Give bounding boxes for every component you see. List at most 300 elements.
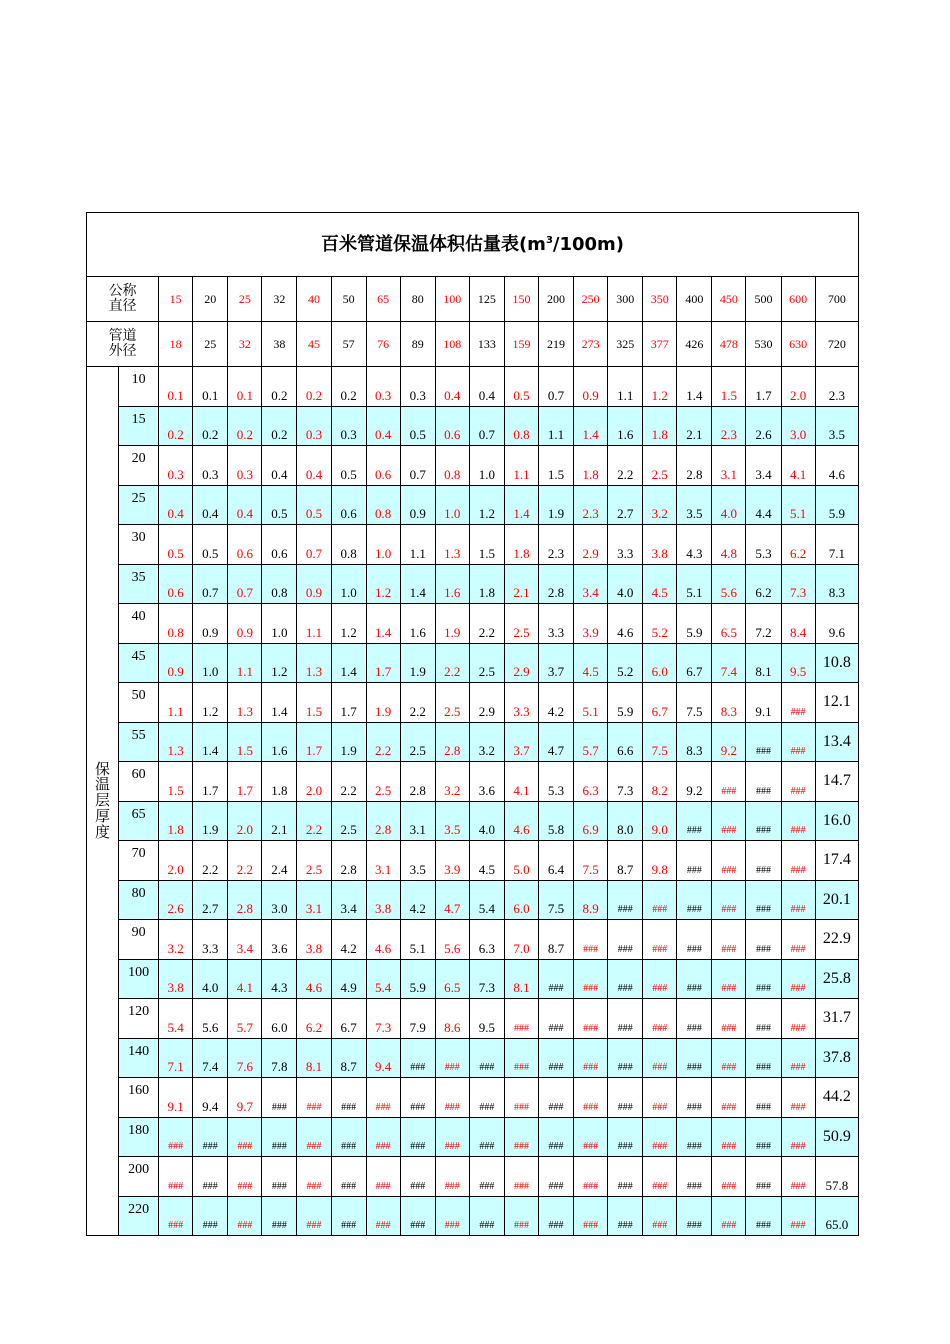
volume-cell: ### — [781, 1078, 815, 1118]
volume-cell: 6.5 — [435, 959, 469, 999]
nominal-diameter-cell: 15 — [159, 277, 193, 322]
volume-cell: 2.1 — [677, 406, 712, 446]
volume-cell: ### — [539, 1157, 574, 1197]
volume-cell: ### — [712, 801, 746, 841]
volume-cell: ### — [781, 920, 815, 960]
table-row — [87, 1117, 859, 1157]
volume-cell: ### — [608, 1038, 643, 1078]
volume-cell: 5.9 — [400, 959, 435, 999]
nominal-diameter-cell: 25 — [228, 277, 262, 322]
volume-cell: ### — [574, 999, 608, 1039]
volume-cell: 17.4 — [815, 841, 858, 881]
volume-cell: 2.2 — [608, 446, 643, 486]
volume-cell: ### — [366, 1117, 400, 1157]
volume-cell: 2.0 — [228, 801, 262, 841]
table-row — [87, 525, 859, 565]
volume-cell: 1.2 — [469, 485, 504, 525]
volume-cell: ### — [781, 1196, 815, 1236]
volume-cell: 9.1 — [746, 683, 781, 723]
volume-cell: 5.1 — [574, 683, 608, 723]
volume-cell: 4.8 — [712, 525, 746, 565]
volume-cell: 1.7 — [228, 762, 262, 802]
volume-cell: 2.1 — [504, 564, 538, 604]
volume-cell: ### — [643, 1117, 677, 1157]
volume-cell: ### — [400, 1117, 435, 1157]
volume-cell: ### — [262, 1117, 297, 1157]
volume-cell: 7.2 — [746, 604, 781, 644]
volume-cell: 5.6 — [193, 999, 228, 1039]
pipe-insulation-volume-table — [86, 212, 859, 1236]
nominal-diameter-cell: 200 — [539, 277, 574, 322]
volume-cell: 5.2 — [608, 643, 643, 683]
thickness-cell: 60 — [119, 762, 159, 802]
volume-cell: ### — [297, 1117, 331, 1157]
volume-cell: ### — [712, 1078, 746, 1118]
volume-cell: ### — [746, 1196, 781, 1236]
volume-cell: 1.9 — [366, 683, 400, 723]
volume-cell: ### — [193, 1117, 228, 1157]
volume-cell: 13.4 — [815, 722, 858, 762]
volume-cell: 3.5 — [677, 485, 712, 525]
volume-cell: ### — [297, 1157, 331, 1197]
volume-cell: 3.2 — [469, 722, 504, 762]
volume-cell: 7.3 — [366, 999, 400, 1039]
volume-cell: 6.3 — [574, 762, 608, 802]
volume-cell: 5.8 — [539, 801, 574, 841]
volume-cell: ### — [193, 1196, 228, 1236]
volume-cell: ### — [746, 1157, 781, 1197]
outer-diameter-cell: 325 — [608, 322, 643, 367]
volume-cell: 0.7 — [539, 367, 574, 407]
volume-cell: 1.5 — [228, 722, 262, 762]
volume-cell: 57.8 — [815, 1157, 858, 1197]
volume-cell: 0.8 — [331, 525, 366, 565]
volume-cell: 3.3 — [193, 920, 228, 960]
volume-cell: 0.2 — [297, 367, 331, 407]
volume-cell: 2.4 — [262, 841, 297, 881]
volume-cell: 1.1 — [539, 406, 574, 446]
volume-cell: 4.2 — [400, 880, 435, 920]
volume-cell: 8.1 — [297, 1038, 331, 1078]
volume-cell: ### — [469, 1196, 504, 1236]
volume-cell: 6.5 — [712, 604, 746, 644]
volume-cell: 6.6 — [608, 722, 643, 762]
volume-cell: 0.3 — [228, 446, 262, 486]
volume-cell: 7.5 — [539, 880, 574, 920]
volume-cell: 2.0 — [781, 367, 815, 407]
outer-diameter-cell: 76 — [366, 322, 400, 367]
volume-cell: 3.1 — [297, 880, 331, 920]
volume-cell: ### — [608, 1157, 643, 1197]
volume-cell: 4.6 — [366, 920, 400, 960]
volume-cell: 0.3 — [331, 406, 366, 446]
volume-cell: 7.4 — [193, 1038, 228, 1078]
volume-cell: ### — [781, 959, 815, 999]
volume-cell: 1.7 — [193, 762, 228, 802]
outer-diameter-cell: 57 — [331, 322, 366, 367]
volume-cell: 0.7 — [469, 406, 504, 446]
volume-cell: 3.0 — [781, 406, 815, 446]
volume-cell: 1.7 — [746, 367, 781, 407]
volume-cell: ### — [677, 801, 712, 841]
outer-diameter-cell: 478 — [712, 322, 746, 367]
volume-cell: 1.5 — [712, 367, 746, 407]
volume-cell: 1.4 — [504, 485, 538, 525]
volume-cell: 7.3 — [608, 762, 643, 802]
volume-cell: 10.8 — [815, 643, 858, 683]
volume-cell: 7.5 — [574, 841, 608, 881]
volume-cell: 8.3 — [677, 722, 712, 762]
nominal-diameter-cell: 350 — [643, 277, 677, 322]
volume-cell: ### — [781, 683, 815, 723]
thickness-cell: 160 — [119, 1078, 159, 1118]
nominal-diameter-cell: 250 — [574, 277, 608, 322]
volume-cell: 5.4 — [469, 880, 504, 920]
volume-cell: ### — [608, 1196, 643, 1236]
volume-cell: 2.8 — [435, 722, 469, 762]
volume-cell: 3.7 — [504, 722, 538, 762]
volume-cell: 2.2 — [435, 643, 469, 683]
volume-cell: 4.0 — [712, 485, 746, 525]
volume-cell: 2.8 — [331, 841, 366, 881]
thickness-cell: 90 — [119, 920, 159, 960]
volume-cell: 2.2 — [331, 762, 366, 802]
outer-diameter-cell: 630 — [781, 322, 815, 367]
volume-cell: ### — [574, 959, 608, 999]
volume-cell: 4.0 — [193, 959, 228, 999]
volume-cell: 16.0 — [815, 801, 858, 841]
volume-cell: 3.8 — [643, 525, 677, 565]
table-row — [87, 683, 859, 723]
volume-cell: ### — [504, 1196, 538, 1236]
thickness-cell: 35 — [119, 564, 159, 604]
table-row — [87, 880, 859, 920]
volume-cell: ### — [574, 1117, 608, 1157]
volume-cell: 2.8 — [366, 801, 400, 841]
volume-cell: 3.9 — [435, 841, 469, 881]
volume-cell: 0.6 — [262, 525, 297, 565]
volume-cell: 2.1 — [262, 801, 297, 841]
volume-cell: ### — [746, 1117, 781, 1157]
volume-cell: 4.6 — [297, 959, 331, 999]
volume-cell: 3.8 — [159, 959, 193, 999]
outer-diameter-cell: 133 — [469, 322, 504, 367]
volume-cell: 2.2 — [366, 722, 400, 762]
volume-cell: 6.7 — [331, 999, 366, 1039]
volume-cell: 37.8 — [815, 1038, 858, 1078]
volume-cell: 5.0 — [504, 841, 538, 881]
volume-cell: ### — [366, 1157, 400, 1197]
volume-cell: 0.1 — [228, 367, 262, 407]
volume-cell: ### — [400, 1078, 435, 1118]
volume-cell: 1.7 — [366, 643, 400, 683]
volume-cell: 9.6 — [815, 604, 858, 644]
volume-cell: 1.0 — [469, 446, 504, 486]
volume-cell: 3.2 — [643, 485, 677, 525]
volume-cell: 4.3 — [677, 525, 712, 565]
volume-cell: 2.8 — [539, 564, 574, 604]
volume-cell: ### — [539, 1117, 574, 1157]
volume-cell: 0.5 — [331, 446, 366, 486]
thickness-cell: 10 — [119, 367, 159, 407]
volume-cell: 2.6 — [746, 406, 781, 446]
volume-cell: ### — [159, 1196, 193, 1236]
volume-cell: 2.3 — [815, 367, 858, 407]
volume-cell: 0.4 — [193, 485, 228, 525]
outer-diameter-cell: 32 — [228, 322, 262, 367]
nominal-diameter-cell: 100 — [435, 277, 469, 322]
volume-cell: 0.5 — [297, 485, 331, 525]
volume-cell: 0.5 — [504, 367, 538, 407]
volume-cell: 6.7 — [643, 683, 677, 723]
table-row — [87, 841, 859, 881]
table-row — [87, 920, 859, 960]
volume-cell: 3.4 — [746, 446, 781, 486]
volume-cell: 1.8 — [574, 446, 608, 486]
volume-cell: 6.2 — [297, 999, 331, 1039]
volume-cell: ### — [228, 1157, 262, 1197]
volume-cell: 4.9 — [331, 959, 366, 999]
volume-cell: 5.6 — [435, 920, 469, 960]
volume-cell: 2.2 — [400, 683, 435, 723]
volume-cell: 0.7 — [400, 446, 435, 486]
volume-cell: 6.9 — [574, 801, 608, 841]
volume-cell: 2.2 — [228, 841, 262, 881]
table-row — [87, 999, 859, 1039]
volume-cell: ### — [746, 841, 781, 881]
outer-diameter-cell: 377 — [643, 322, 677, 367]
volume-cell: ### — [435, 1078, 469, 1118]
volume-cell: 1.4 — [193, 722, 228, 762]
volume-cell: 1.2 — [193, 683, 228, 723]
volume-cell: 3.6 — [262, 920, 297, 960]
volume-cell: 0.7 — [193, 564, 228, 604]
volume-cell: 1.8 — [469, 564, 504, 604]
volume-cell: ### — [331, 1117, 366, 1157]
volume-cell: ### — [781, 762, 815, 802]
volume-cell: ### — [746, 880, 781, 920]
volume-cell: 3.0 — [262, 880, 297, 920]
volume-cell: 1.9 — [435, 604, 469, 644]
volume-cell: 0.3 — [193, 446, 228, 486]
volume-cell: ### — [331, 1157, 366, 1197]
volume-cell: 7.4 — [712, 643, 746, 683]
volume-cell: ### — [643, 999, 677, 1039]
volume-cell: 1.1 — [504, 446, 538, 486]
volume-cell: 1.9 — [400, 643, 435, 683]
volume-cell: ### — [643, 1196, 677, 1236]
volume-cell: ### — [504, 1038, 538, 1078]
volume-cell: 0.9 — [228, 604, 262, 644]
volume-cell: 8.7 — [608, 841, 643, 881]
volume-cell: 2.5 — [643, 446, 677, 486]
volume-cell: 7.0 — [504, 920, 538, 960]
nominal-diameter-cell: 50 — [331, 277, 366, 322]
volume-cell: 1.7 — [331, 683, 366, 723]
volume-cell: ### — [643, 880, 677, 920]
volume-cell: ### — [435, 1038, 469, 1078]
volume-cell: 31.7 — [815, 999, 858, 1039]
volume-cell: 0.5 — [262, 485, 297, 525]
volume-cell: 0.8 — [159, 604, 193, 644]
table-row — [87, 406, 859, 446]
volume-cell: 1.3 — [297, 643, 331, 683]
volume-cell: 1.5 — [539, 446, 574, 486]
volume-cell: 4.1 — [228, 959, 262, 999]
volume-cell: 1.6 — [400, 604, 435, 644]
volume-cell: 5.1 — [400, 920, 435, 960]
volume-cell: ### — [781, 999, 815, 1039]
volume-cell: ### — [712, 841, 746, 881]
volume-cell: 0.6 — [435, 406, 469, 446]
volume-cell: 8.9 — [574, 880, 608, 920]
volume-cell: ### — [677, 1157, 712, 1197]
volume-cell: ### — [228, 1196, 262, 1236]
volume-cell: 4.4 — [746, 485, 781, 525]
volume-cell: ### — [746, 1078, 781, 1118]
volume-cell: 0.4 — [469, 367, 504, 407]
thickness-cell: 140 — [119, 1038, 159, 1078]
volume-cell: 5.4 — [366, 959, 400, 999]
thickness-cell: 25 — [119, 485, 159, 525]
outer-diameter-cell: 18 — [159, 322, 193, 367]
volume-cell: ### — [297, 1196, 331, 1236]
volume-cell: 0.7 — [228, 564, 262, 604]
thickness-cell: 100 — [119, 959, 159, 999]
volume-cell: 65.0 — [815, 1196, 858, 1236]
volume-cell: 6.3 — [469, 920, 504, 960]
volume-cell: 1.0 — [262, 604, 297, 644]
volume-cell: 7.5 — [643, 722, 677, 762]
outer-diameter-cell: 89 — [400, 322, 435, 367]
volume-cell: ### — [504, 999, 538, 1039]
volume-cell: 0.8 — [262, 564, 297, 604]
volume-cell: ### — [712, 1117, 746, 1157]
table-row — [87, 367, 859, 407]
volume-cell: 0.9 — [400, 485, 435, 525]
volume-cell: 4.0 — [469, 801, 504, 841]
volume-cell: 7.9 — [400, 999, 435, 1039]
volume-cell: 2.2 — [469, 604, 504, 644]
nominal-diameter-cell: 65 — [366, 277, 400, 322]
volume-cell: ### — [712, 920, 746, 960]
volume-cell: 1.5 — [297, 683, 331, 723]
volume-cell: 0.1 — [159, 367, 193, 407]
volume-cell: 0.4 — [228, 485, 262, 525]
volume-cell: ### — [228, 1117, 262, 1157]
volume-cell: 1.8 — [504, 525, 538, 565]
volume-cell: 3.4 — [574, 564, 608, 604]
volume-cell: ### — [781, 880, 815, 920]
volume-cell: 1.0 — [435, 485, 469, 525]
volume-cell: 0.6 — [159, 564, 193, 604]
volume-cell: 0.8 — [366, 485, 400, 525]
volume-cell: 0.6 — [366, 446, 400, 486]
volume-cell: 1.4 — [366, 604, 400, 644]
volume-cell: ### — [469, 1038, 504, 1078]
volume-cell: 2.6 — [159, 880, 193, 920]
volume-cell: 25.8 — [815, 959, 858, 999]
table-row — [87, 485, 859, 525]
volume-cell: 1.8 — [159, 801, 193, 841]
volume-cell: 1.4 — [331, 643, 366, 683]
volume-cell: ### — [608, 999, 643, 1039]
volume-cell: ### — [712, 1196, 746, 1236]
volume-cell: 7.1 — [815, 525, 858, 565]
thickness-cell: 50 — [119, 683, 159, 723]
volume-cell: ### — [781, 841, 815, 881]
table-row — [87, 446, 859, 486]
volume-cell: ### — [539, 959, 574, 999]
table-row — [87, 1038, 859, 1078]
volume-cell: 1.6 — [608, 406, 643, 446]
volume-cell: 2.9 — [574, 525, 608, 565]
volume-cell: 2.0 — [297, 762, 331, 802]
volume-cell: ### — [781, 722, 815, 762]
outer-diameter-cell: 25 — [193, 322, 228, 367]
volume-cell: 9.4 — [193, 1078, 228, 1118]
volume-cell: ### — [643, 1038, 677, 1078]
volume-cell: 0.3 — [297, 406, 331, 446]
nominal-diameter-cell: 500 — [746, 277, 781, 322]
volume-cell: 3.5 — [815, 406, 858, 446]
nominal-diameter-label: 公称 直径 — [87, 277, 159, 322]
volume-cell: 6.4 — [539, 841, 574, 881]
volume-cell: 4.2 — [331, 920, 366, 960]
volume-cell: 8.3 — [815, 564, 858, 604]
volume-cell: 0.4 — [297, 446, 331, 486]
volume-cell: ### — [677, 1117, 712, 1157]
outer-diameter-cell: 45 — [297, 322, 331, 367]
table-row — [87, 1196, 859, 1236]
thickness-cell: 200 — [119, 1157, 159, 1197]
volume-cell: 4.5 — [469, 841, 504, 881]
volume-cell: ### — [574, 1196, 608, 1236]
volume-cell: 2.8 — [400, 762, 435, 802]
volume-cell: 4.6 — [608, 604, 643, 644]
volume-cell: 4.2 — [539, 683, 574, 723]
volume-cell: 1.2 — [643, 367, 677, 407]
volume-cell: 3.2 — [159, 920, 193, 960]
volume-cell: 3.3 — [539, 604, 574, 644]
volume-cell: ### — [435, 1196, 469, 1236]
volume-cell: 4.3 — [262, 959, 297, 999]
volume-cell: 5.3 — [539, 762, 574, 802]
volume-cell: 22.9 — [815, 920, 858, 960]
volume-cell: 3.1 — [366, 841, 400, 881]
volume-cell: 4.0 — [608, 564, 643, 604]
volume-cell: ### — [193, 1157, 228, 1197]
volume-cell: 0.5 — [193, 525, 228, 565]
nominal-diameter-cell: 32 — [262, 277, 297, 322]
volume-cell: 9.5 — [781, 643, 815, 683]
thickness-cell: 15 — [119, 406, 159, 446]
volume-cell: 5.9 — [677, 604, 712, 644]
thickness-cell: 45 — [119, 643, 159, 683]
volume-cell: ### — [712, 999, 746, 1039]
volume-cell: 2.3 — [712, 406, 746, 446]
volume-cell: 0.9 — [159, 643, 193, 683]
volume-cell: 0.4 — [262, 446, 297, 486]
nominal-diameter-cell: 700 — [815, 277, 858, 322]
volume-cell: 4.1 — [504, 762, 538, 802]
volume-cell: 2.5 — [297, 841, 331, 881]
volume-cell: ### — [539, 1078, 574, 1118]
volume-cell: 5.7 — [574, 722, 608, 762]
volume-cell: ### — [262, 1157, 297, 1197]
volume-cell: 2.3 — [539, 525, 574, 565]
volume-cell: 0.5 — [159, 525, 193, 565]
